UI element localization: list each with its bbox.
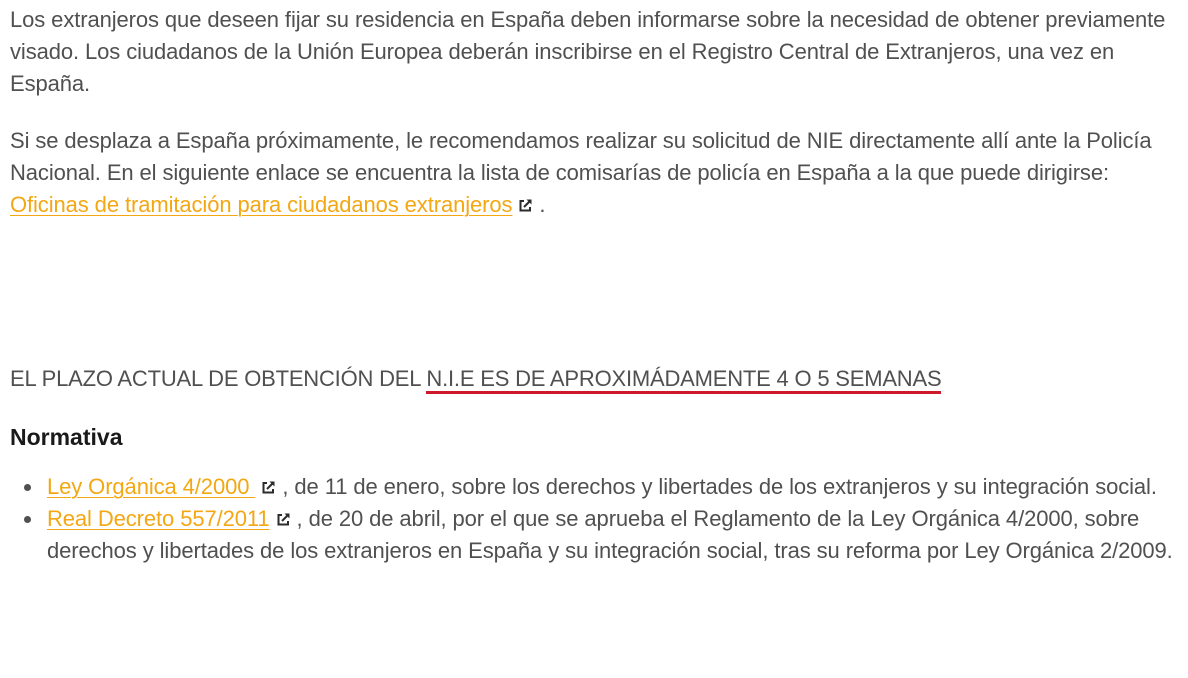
normativa-list: [10, 471, 1178, 567]
bullet-icon: [24, 484, 31, 491]
nie-timeframe-notice: [10, 365, 941, 393]
intro-paragraph-2-end: .: [533, 192, 546, 217]
intro-paragraph-2-text: Si se desplaza a España próximamente, le recomendamos realizar su solicitud de NIE directamente allí ante la Policía Nacional. En el siguiente enlace se encuentra la lista de comisarías de policía en España a la que puede dirigirse:: [10, 128, 1152, 185]
external-link-icon: [276, 512, 291, 527]
list-item-text: , de 11 de enero, sobre los derechos y libertades de los extranjeros y su integración social.: [276, 474, 1157, 499]
list-item-text: , de 20 de abril, por el que se aprueba el Reglamento de la Ley Orgánica 4/2000, sobre derechos y libertades de los extranjeros en España y su integración social, tras su reforma por Ley Orgánica 2/2009.: [47, 506, 1173, 563]
ley-organica-link[interactable]: Ley Orgánica 4/2000: [47, 474, 256, 499]
page-content: [0, 0, 1188, 221]
list-item: [10, 471, 1178, 503]
list-item: [10, 503, 1178, 567]
intro-paragraph-1: Los extranjeros que deseen fijar su residencia en España deben informarse sobre la necesidad de obtener previamente visado. Los ciudadanos de la Unión Europea deberán inscribirse en el Registro Central de Extranjeros, una vez en España.: [10, 7, 1166, 96]
police-offices-link[interactable]: Oficinas de tramitación para ciudadanos extranjeros: [10, 192, 513, 217]
notice-highlight: N.I.E ES DE APROXIMÁDAMENTE 4 O 5 SEMANAS: [426, 366, 941, 394]
intro-paragraph-2: [10, 125, 1178, 221]
external-link-icon: [261, 480, 276, 495]
external-link-icon: [518, 198, 533, 213]
normativa-heading: Normativa: [10, 424, 123, 450]
bullet-icon: [24, 516, 31, 523]
real-decreto-link[interactable]: Real Decreto 557/2011: [47, 506, 270, 531]
notice-prefix: EL PLAZO ACTUAL DE OBTENCIÓN DEL: [10, 366, 427, 391]
